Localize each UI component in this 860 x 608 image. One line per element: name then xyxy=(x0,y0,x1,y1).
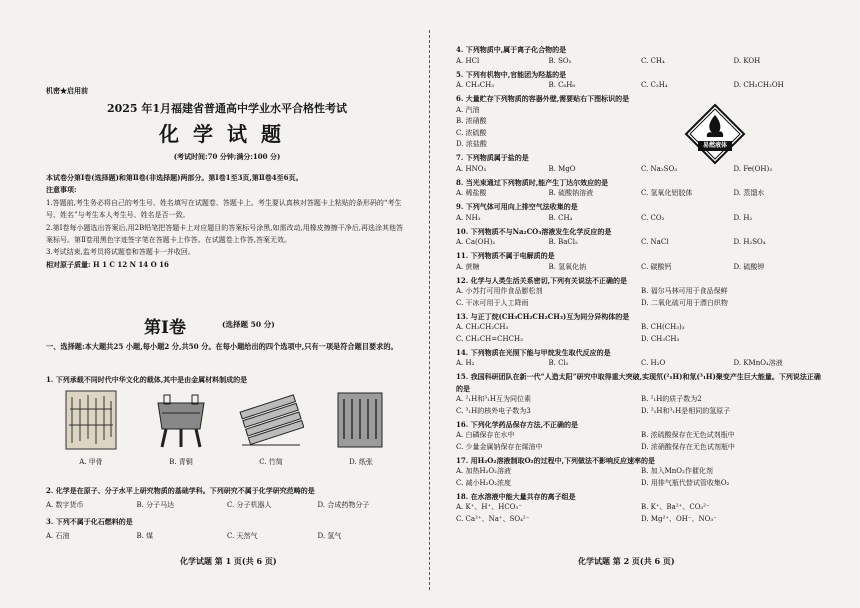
options xyxy=(456,394,826,417)
option-d: D. 用排气瓶代替试管收集O₂ xyxy=(641,478,730,487)
option-d: D. Mg²⁺、OH⁻、NO₃⁻ xyxy=(641,514,717,523)
subject-title: 化学试题 xyxy=(159,122,295,146)
options xyxy=(456,105,826,151)
question-text: 8. 当光束通过下列物质时,能产生丁达尔效应的是 xyxy=(456,177,609,187)
option-label: B. 青铜 xyxy=(169,458,193,466)
option-b: B. 加入MnO₂作催化剂 xyxy=(641,467,713,475)
option-d: D. KOH xyxy=(733,56,761,65)
question-text: 16. 下列化学药品保存方法,不正确的是 xyxy=(456,419,579,429)
option-c: C. NaCl xyxy=(641,238,669,246)
option-b: B. Cl₂ xyxy=(548,359,569,367)
question-text: 11. 下列物质不属于电解质的是 xyxy=(456,251,555,260)
question-7 xyxy=(456,152,826,175)
option-b: B. BaCl₂ xyxy=(548,238,578,246)
option-b: B. 浓硫酸保存在无色试剂瓶中 xyxy=(641,431,735,439)
option-a: A. HCl xyxy=(456,56,480,65)
question-15 xyxy=(456,371,826,417)
bamboo-slips-image xyxy=(238,389,304,451)
option-c: C. Ca²⁺、Na⁺、SO₄²⁻ xyxy=(456,514,530,523)
option-b: B. ²₁H的质子数为2 xyxy=(641,395,702,403)
question-text: 12. 化学与人类生活关系密切,下列有关说法不正确的是 xyxy=(456,275,628,285)
question-text: 4. 下列物质中,属于离子化合物的是 xyxy=(456,45,567,54)
options xyxy=(456,262,826,274)
option-b: B. C₆H₆ xyxy=(548,81,576,89)
option-d: D. 合成药物分子 xyxy=(317,501,370,509)
oracle-bone-image xyxy=(64,389,118,451)
option-c: C. 碳酸钙 xyxy=(641,262,672,271)
question-16 xyxy=(456,419,826,454)
option-a: A. 汽油 xyxy=(456,105,480,114)
exam-title: 2025 年1月福建省普通高中学业水平合格性考试 xyxy=(106,102,348,115)
options xyxy=(456,286,826,309)
question-13 xyxy=(456,311,826,346)
option-label: A. 甲骨 xyxy=(79,458,103,466)
option-c xyxy=(226,389,316,467)
question-text: 17. 用H₂O₂溶液制取O₂的过程中,下列做法不影响反应速率的是 xyxy=(456,455,656,465)
option-a: A. Ca(OH)₂ xyxy=(456,238,496,246)
options xyxy=(456,502,826,525)
option-c: C. 干冰可用于人工降雨 xyxy=(456,298,529,307)
question-5 xyxy=(456,69,826,92)
question-1-images xyxy=(46,389,408,467)
option-a: A. K⁺、H⁺、HCO₃⁻ xyxy=(456,503,522,511)
option-a: A. 石油 xyxy=(46,532,70,540)
option-d: D. Fe(OH)₃ xyxy=(733,164,773,173)
option-d: D. 硫酸钾 xyxy=(733,262,765,271)
footer-page-1: 化学试题 第 1 页(共 6 页) xyxy=(180,556,277,566)
option-a: A. 数字货币 xyxy=(46,501,84,509)
option-a: A. H₂ xyxy=(456,359,475,367)
options xyxy=(456,430,826,453)
option-b: B. K⁺、Ba²⁺、CO₃²⁻ xyxy=(641,503,710,511)
question-text: 2. 化学是在原子、分子水平上研究物质的基础学科。下列研究不属于化学研究范畴的是 xyxy=(46,486,315,495)
note-3: 3.考试结束,监考员将试题卷和答题卡一并收回。 xyxy=(46,248,195,257)
question-10 xyxy=(456,226,826,249)
options xyxy=(456,237,826,249)
note-2: 2.第Ⅰ卷每小题选出答案后,用2B铅笔把答题卡上对应题目的答案标号涂黑,如需改动,用橡皮擦擦干净后,再选涂其他答案标号。第Ⅱ卷用黑色字迹签字笔在答题卡上作答。在试题卷上作答,答案无效。 xyxy=(46,223,403,245)
option-d: D. H₂SO₄ xyxy=(733,238,766,246)
question-text: 14. 下列物质在光照下能与甲烷发生取代反应的是 xyxy=(456,347,611,357)
option-a: A. NH₃ xyxy=(456,213,481,222)
option-b: B. CH₄ xyxy=(548,213,573,222)
question-11 xyxy=(456,250,826,273)
options xyxy=(456,56,826,68)
right-question-list xyxy=(456,44,826,527)
note-1: 1.答题前,考生务必将自己的考生号、姓名填写在试题卷、答题卡上。考生要认真核对答题卡上粘贴的条形码的“考生号、姓名”与考生本人考生号、姓名是否一致。 xyxy=(46,198,402,220)
option-d: D. KMnO₄溶液 xyxy=(733,359,783,367)
options xyxy=(456,80,826,92)
option-b: B. MgO xyxy=(548,164,576,173)
question-text: 10. 下列物质不与Na₂CO₃溶液发生化学反应的是 xyxy=(456,226,612,236)
question-3 xyxy=(46,517,408,541)
option-label: C. 竹简 xyxy=(259,458,283,466)
volume-title: 第Ⅰ卷 xyxy=(144,318,186,338)
question-text: 13. 与正丁烷(CH₃CH₂CH₂CH₃)互为同分异构体的是 xyxy=(456,311,630,321)
option-a: A. CH₃CH₃ xyxy=(456,81,495,89)
option-b: B. 福尔马林可用于食品保鲜 xyxy=(641,287,728,295)
option-c: C. 减小H₂O₂浓度 xyxy=(456,478,512,487)
section-instruction xyxy=(46,340,408,353)
option-d xyxy=(316,389,406,467)
volume-subtitle: (选择题 50 分) xyxy=(222,320,275,329)
options xyxy=(456,188,826,200)
option-c: C. CH₄ xyxy=(641,56,665,65)
option-a: A. ²₁H和³₁H互为同位素 xyxy=(456,395,531,403)
option-c: C. 天然气 xyxy=(227,532,258,540)
options xyxy=(456,164,826,176)
option-b: B. 浓硝酸 xyxy=(456,117,487,125)
options xyxy=(456,322,826,345)
question-18 xyxy=(456,491,826,526)
option-d: D. 氢气 xyxy=(317,532,342,540)
question-text: 1. 下列承载不同时代中华文化的载体,其中是由金属材料制成的是 xyxy=(46,375,248,384)
section-instruction-text: 一、选择题:本大题共25 小题,每小题2 分,共50 分。在每小题给出的四个选项中,只有一项是符合题目要求的。 xyxy=(46,342,398,351)
option-b xyxy=(136,389,226,467)
option-a: A. 小苏打可用作食品膨松剂 xyxy=(456,287,543,295)
option-a: A. HNO₃ xyxy=(456,164,487,173)
question-4 xyxy=(456,44,826,67)
instructions xyxy=(46,172,408,271)
option-d: D. 浓硝酸保存在无色试剂瓶中 xyxy=(641,442,735,451)
question-2 xyxy=(46,486,408,510)
question-6 xyxy=(456,93,826,151)
option-b: B. 氢氧化钠 xyxy=(548,262,587,271)
option-a: A. 加热H₂O₂溶液 xyxy=(456,467,511,475)
option-d: D. 蒸馏水 xyxy=(733,189,765,197)
confidential-tag: 机密★启用前 xyxy=(46,86,88,95)
paper-scroll-image xyxy=(332,389,390,451)
hazard-label: 易燃液体 xyxy=(702,142,727,149)
option-label: D. 纸张 xyxy=(349,458,373,466)
bronze-vessel-image xyxy=(150,389,212,451)
option-a: A. CH₃CH₂CH₃ xyxy=(456,323,509,331)
option-d: D. 二氧化硫可用于漂白织物 xyxy=(641,298,728,307)
option-c: C. C₂H₄ xyxy=(641,81,668,89)
atomic-mass: 相对原子质量: H 1 C 12 N 14 O 16 xyxy=(46,259,169,269)
option-b: B. 硫酸钠溶液 xyxy=(548,189,594,197)
footer-page-2: 化学试题 第 2 页(共 6 页) xyxy=(578,556,675,566)
question-text: 3. 下列不属于化石燃料的是 xyxy=(46,517,133,526)
question-text: 15. 我国科研团队在新一代“人造太阳”研究中取得重大突破,实现氘(²₁H)和氚(³₁H)聚变产生巨大能量。下列说法正确的是 xyxy=(456,372,821,393)
notes-heading: 注意事项: xyxy=(46,185,77,195)
question-17 xyxy=(456,455,826,490)
flammable-liquid-sign xyxy=(684,103,746,165)
options xyxy=(46,500,408,510)
options xyxy=(456,466,826,489)
question-text: 18. 在水溶液中能大量共存的离子组是 xyxy=(456,491,576,501)
option-b: B. 煤 xyxy=(136,532,154,540)
option-b: B. CH(CH₃)₃ xyxy=(641,323,685,331)
option-c: C. ³₁H的核外电子数为3 xyxy=(456,406,531,415)
option-a: A. 稀盐酸 xyxy=(456,189,487,197)
option-d: D. 浓盐酸 xyxy=(456,140,487,148)
options xyxy=(46,531,408,541)
options xyxy=(456,358,826,370)
question-9 xyxy=(456,201,826,224)
question-text: 6. 大量贮存下列物质的容器外壁,需要贴右下图标识的是 xyxy=(456,94,630,103)
option-c: C. 氢氧化铝胶体 xyxy=(641,189,693,197)
option-c: C. 浓硫酸 xyxy=(456,128,487,137)
exam-info: (考试时间:70 分钟;满分:100 分) xyxy=(173,152,281,161)
option-d: D. CH₃CH₃ xyxy=(641,334,680,343)
option-c: C. Na₂SO₃ xyxy=(641,164,678,173)
question-8 xyxy=(456,177,826,200)
option-c: C. 少量金属钠保存在煤油中 xyxy=(456,442,543,451)
intro-text: 本试卷分第Ⅰ卷(选择题)和第Ⅱ卷(非选择题)两部分。第Ⅰ卷1至3页,第Ⅱ卷4至6页。 xyxy=(46,173,303,182)
question-1 xyxy=(46,375,408,467)
flame-icon xyxy=(684,103,746,165)
question-14 xyxy=(456,347,826,370)
question-text: 7. 下列物质属于盐的是 xyxy=(456,153,529,162)
option-a xyxy=(46,389,136,467)
option-b: B. SO₂ xyxy=(548,56,572,65)
option-a: A. 蔗糖 xyxy=(456,262,480,271)
option-d: D. CH₃CH₂OH xyxy=(733,81,784,89)
options xyxy=(456,213,826,225)
option-c: C. CO₂ xyxy=(641,213,665,222)
option-b: B. 分子马达 xyxy=(136,501,175,509)
option-c: C. CH₂CH=CHCH₃ xyxy=(456,334,523,343)
question-text: 9. 下列气体可用向上排空气法收集的是 xyxy=(456,202,578,211)
option-c: C. 分子机器人 xyxy=(227,501,272,509)
option-d: D. H₂ xyxy=(733,213,753,222)
option-d: D. ²₁H和³₁H是相同的氢原子 xyxy=(641,406,731,415)
question-text: 5. 下列有机物中,官能团为羟基的是 xyxy=(456,69,567,79)
option-c: C. H₂O xyxy=(641,359,666,367)
option-a: A. 白磷保存在水中 xyxy=(456,431,515,439)
question-12 xyxy=(456,275,826,310)
